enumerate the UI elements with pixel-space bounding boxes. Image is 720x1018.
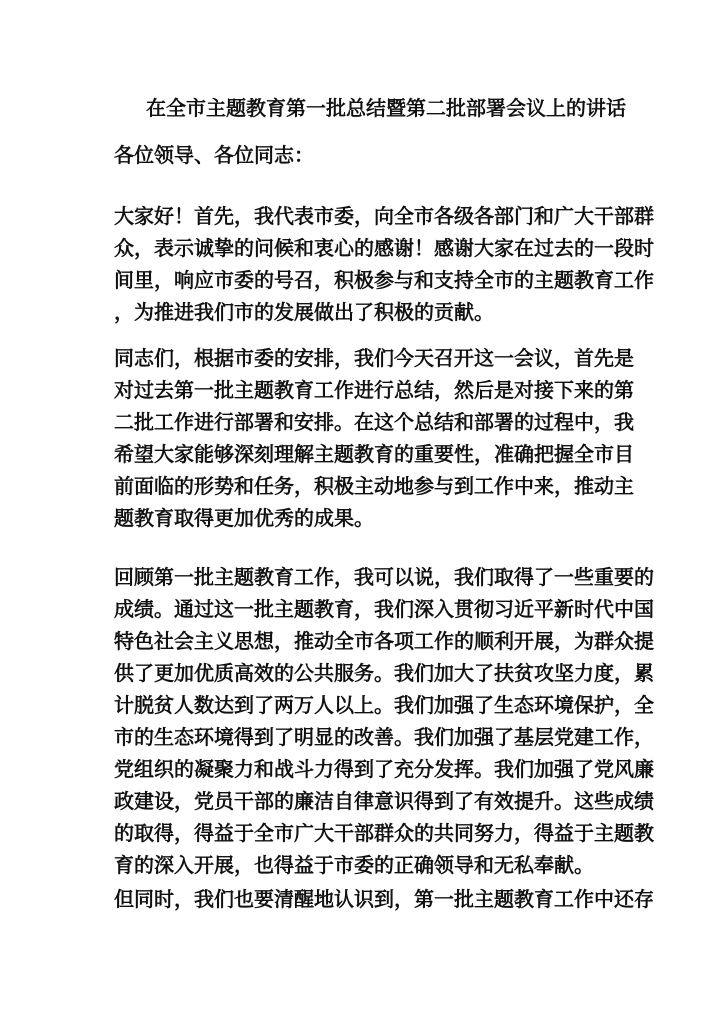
paragraph-2 <box>114 342 694 534</box>
paragraph-line: 特色社会主义思想，推动全市各项工作的顺利开展，为群众提 <box>114 629 654 653</box>
paragraph-line: 政建设，党员干部的廉洁自律意识得到了有效提升。这些成绩 <box>114 789 654 813</box>
paragraph-line: 回顾第一批主题教育工作，我可以说，我们取得了一些重要的 <box>114 565 654 589</box>
paragraph-line: 计脱贫人数达到了两万人以上。我们加强了生态环境保护，全 <box>114 693 654 717</box>
paragraph-line: 题教育取得更加优秀的成果。 <box>114 506 374 530</box>
paragraph-line: ，为推进我们市的发展做出了积极的贡献。 <box>114 300 494 324</box>
paragraph-line: 前面临的形势和任务，积极主动地参与到工作中来，推动主 <box>114 474 634 498</box>
paragraph-line: 众，表示诚挚的问候和衷心的感谢！感谢大家在过去的一段时 <box>114 236 654 260</box>
salutation: 各位领导、各位同志： <box>114 143 314 167</box>
paragraph-line: 供了更加优质高效的公共服务。我们加大了扶贫攻坚力度，累 <box>114 661 654 685</box>
paragraph-line: 对过去第一批主题教育工作进行总结，然后是对接下来的第 <box>114 378 634 402</box>
paragraph-line: 同志们，根据市委的安排，我们今天召开这一会议，首先是 <box>114 346 634 370</box>
paragraph-line: 成绩。通过这一批主题教育，我们深入贯彻习近平新时代中国 <box>114 597 654 621</box>
paragraph-4 <box>114 883 694 915</box>
paragraph-line: 希望大家能够深刻理解主题教育的重要性，准确把握全市目 <box>114 442 634 466</box>
paragraph-line: 的取得，得益于全市广大干部群众的共同努力，得益于主题教 <box>114 821 654 845</box>
paragraph-line: 二批工作进行部署和安排。在这个总结和部署的过程中，我 <box>114 410 634 434</box>
paragraph-3 <box>114 561 694 881</box>
paragraph-1 <box>114 200 694 328</box>
paragraph-line: 但同时，我们也要清醒地认识到，第一批主题教育工作中还存 <box>114 887 654 911</box>
paragraph-line: 大家好！首先，我代表市委，向全市各级各部门和广大干部群 <box>114 204 654 228</box>
paragraph-line: 党组织的凝聚力和战斗力得到了充分发挥。我们加强了党风廉 <box>114 757 654 781</box>
document-title: 在全市主题教育第一批总结暨第二批部署会议上的讲话 <box>146 96 626 120</box>
paragraph-line: 育的深入开展，也得益于市委的正确领导和无私奉献。 <box>114 853 594 877</box>
paragraph-line: 市的生态环境得到了明显的改善。我们加强了基层党建工作， <box>114 725 654 749</box>
paragraph-line: 间里，响应市委的号召，积极参与和支持全市的主题教育工作 <box>114 268 654 292</box>
